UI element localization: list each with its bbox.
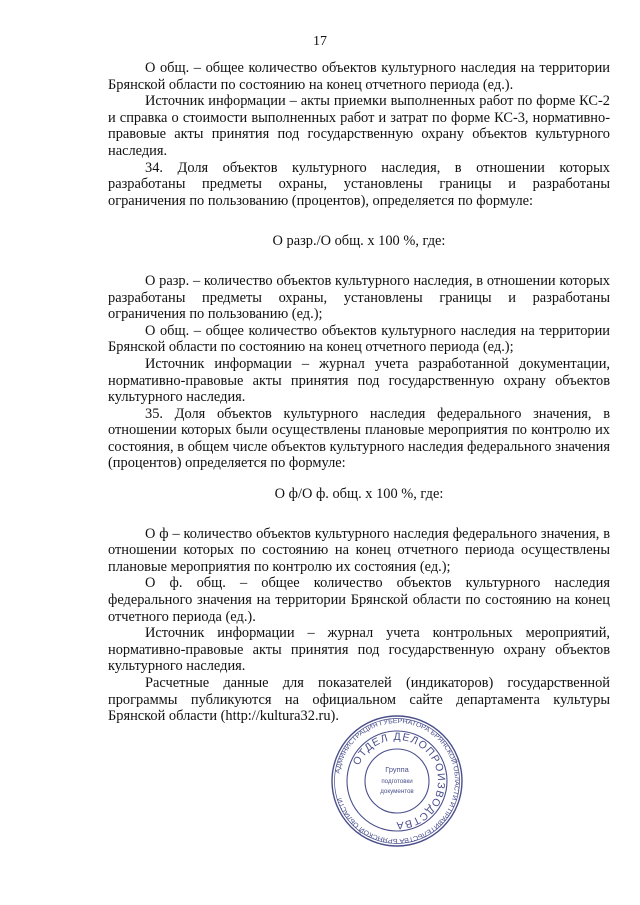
paragraph-source-info-ks: Источник информации – акты приемки выполненных работ по форме КС-2 и справка о стоимости выполненных работ и затрат по форме КС-3, нормативно-правовые акты принятия под государственную охрану объектов культурного наследия. (108, 93, 610, 159)
paragraph-o-total-definition-2: О общ. – общее количество объектов культурного наследия на территории Брянской области по состоянию на конец отчетного периода (ед.); (108, 322, 610, 356)
paragraph-o-f-definition: О ф – количество объектов культурного наследия федерального значения, в отношении которых по состоянию на конец отчетного периода осуществлены плановые мероприятия по контролю их состояния (ед.); (108, 525, 610, 575)
stamp-center-line-2: подготовки (381, 778, 413, 785)
paragraph-item-35: 35. Доля объектов культурного наследия федерального значения, в отношении которых были осуществлены плановые мероприятия по контролю их состояния, в общем числе объектов культурного наследия федерального значения (процентов) определяется по формуле: (108, 405, 610, 472)
paragraph-publication-note: Расчетные данные для показателей (индикаторов) государственной программы публикуются на официальном сайте департамента культуры Брянской области (http://kultura32.ru). (108, 675, 610, 725)
paragraph-o-razr-definition: О разр. – количество объектов культурного наследия, в отношении которых разработаны предметы охраны, установлены границы и разработаны ограничения по пользованию (ед.); (108, 272, 610, 323)
stamp-inner-ring-text: ОТДЕЛ ДЕЛОПРОИЗВОДСТВА (350, 730, 448, 832)
formula-item-35: О ф/О ф. общ. х 100 %, где: (274, 486, 444, 503)
office-stamp (330, 714, 464, 848)
stamp-center-line-3: документов (380, 788, 414, 795)
paragraph-item-34: 34. Доля объектов культурного наследия, в отношении которых разработаны предметы охраны, установлены границы и разработаны ограничения по пользованию (процентов), определяется по формуле: (108, 159, 610, 209)
paragraph-source-info-journal: Источник информации – журнал учета разработанной документации, нормативно-правовые акты принятия под государственную охрану объектов культурного наследия. (108, 355, 610, 406)
formula-item-34: О разр./О общ. х 100 %, где: (272, 233, 446, 250)
stamp-outer-ring-text: АДМИНИСТРАЦИЯ ГУБЕРНАТОРА БРЯНСКОЙ ОБЛАСТИ И ПРАВИТЕЛЬСТВА БРЯНСКОЙ ОБЛАСТИ (334, 717, 461, 845)
document-body (108, 60, 610, 725)
paragraph-o-f-total-definition: О ф. общ. – общее количество объектов культурного наследия федерального значения на территории Брянской области по состоянию на конец отчетного периода (ед.). (108, 575, 610, 625)
page-number: 17 (313, 34, 327, 49)
stamp-center-line-1: Группа (385, 765, 409, 774)
paragraph-o-total-definition: О общ. – общее количество объектов культурного наследия на территории Брянской области по состоянию на конец отчетного периода (ед.). (108, 60, 610, 93)
paragraph-source-info-control: Источник информации – журнал учета контрольных мероприятий, нормативно-правовые акты принятия под государственную охрану объектов культурного наследия. (108, 625, 610, 675)
